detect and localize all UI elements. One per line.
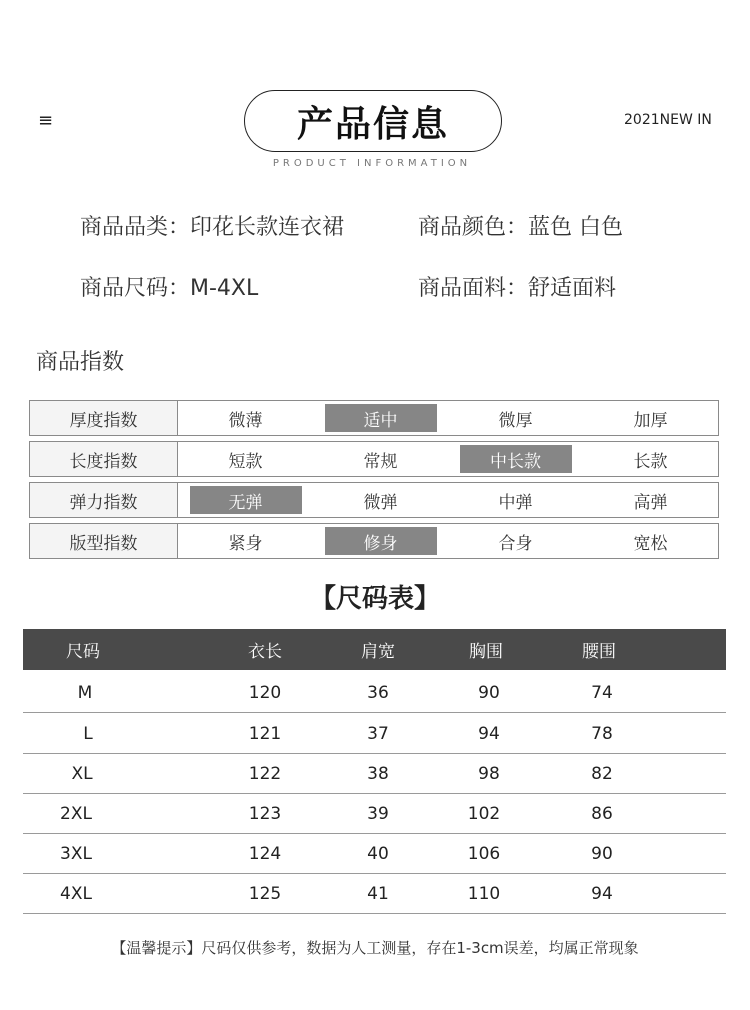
- table-row: [23, 874, 726, 914]
- index-option-selected: 适中: [313, 401, 448, 435]
- table-cell: 86: [591, 803, 613, 824]
- index-option: 加厚: [633, 410, 668, 431]
- table-cell: 90: [591, 843, 613, 864]
- table-cell: 102: [467, 803, 501, 824]
- table-cell: XL: [71, 763, 93, 784]
- table-cell: 38: [367, 763, 389, 784]
- table-cell: 37: [367, 723, 389, 744]
- table-cell: 2XL: [60, 803, 92, 824]
- index-option: 短款: [228, 451, 263, 472]
- table-cell: 94: [591, 883, 613, 904]
- index-option-selected: 中长款: [448, 442, 583, 476]
- table-cell: 90: [478, 682, 500, 703]
- page-subtitle: PRODUCT INFORMATION: [272, 158, 472, 169]
- table-cell: 110: [467, 883, 501, 904]
- table-cell: 120: [248, 682, 282, 703]
- column-header: 尺码: [66, 642, 100, 662]
- size-table-title: 【尺码表】: [309, 584, 440, 614]
- index-option: 中弹: [498, 492, 533, 513]
- index-option: 合身: [498, 533, 533, 554]
- table-cell: 40: [367, 843, 389, 864]
- table-row: [23, 834, 726, 874]
- table-cell: 4XL: [60, 883, 92, 904]
- index-label: 版型指数: [30, 524, 178, 558]
- index-option-selected: 修身: [313, 524, 448, 558]
- table-row: [23, 754, 726, 794]
- size-note: 【温馨提示】尺码仅供参考，数据为人工测量，存在1-3cm误差，均属正常现象: [111, 939, 639, 957]
- table-cell: 121: [248, 723, 282, 744]
- index-option: 微弹: [363, 492, 398, 513]
- index-option: 微薄: [228, 410, 263, 431]
- info-color: 商品颜色：蓝色 白色: [418, 215, 623, 240]
- table-cell: 78: [591, 723, 613, 744]
- index-row-elasticity: [29, 482, 719, 518]
- table-cell: 41: [367, 883, 389, 904]
- table-cell: 36: [367, 682, 389, 703]
- index-option: 微厚: [498, 410, 533, 431]
- table-cell: 82: [591, 763, 613, 784]
- menu-icon[interactable]: ≡: [38, 110, 54, 131]
- table-cell: 74: [591, 682, 613, 703]
- index-row-thickness: [29, 400, 719, 436]
- page-title: 产品信息: [244, 90, 502, 152]
- info-fabric: 商品面料：舒适面料: [418, 276, 617, 301]
- table-row: [23, 714, 726, 754]
- table-cell: 94: [478, 723, 500, 744]
- index-option: 常规: [363, 451, 398, 472]
- table-cell: 122: [248, 763, 282, 784]
- index-option: 宽松: [633, 533, 668, 554]
- table-cell: 125: [248, 883, 282, 904]
- index-heading: 商品指数: [36, 350, 125, 375]
- table-cell: 39: [367, 803, 389, 824]
- info-category: 商品品类：印花长款连衣裙: [80, 215, 345, 240]
- table-row: [23, 794, 726, 834]
- table-row: [23, 673, 726, 713]
- column-header: 肩宽: [361, 642, 395, 662]
- index-option: 紧身: [228, 533, 263, 554]
- index-option: 长款: [633, 451, 668, 472]
- table-cell: 123: [248, 803, 282, 824]
- table-cell: L: [83, 723, 93, 744]
- column-header: 衣长: [248, 642, 282, 662]
- table-cell: 3XL: [60, 843, 92, 864]
- size-table-header: [23, 629, 726, 670]
- table-cell: 106: [467, 843, 501, 864]
- table-cell: 98: [478, 763, 500, 784]
- index-row-fit: [29, 523, 719, 559]
- index-label: 长度指数: [30, 442, 178, 476]
- index-label: 厚度指数: [30, 401, 178, 435]
- season-tag: 2021NEW IN: [624, 112, 712, 128]
- table-cell: M: [77, 682, 93, 703]
- index-row-length: [29, 441, 719, 477]
- index-label: 弹力指数: [30, 483, 178, 517]
- index-option-selected: 无弹: [178, 483, 313, 517]
- index-option: 高弹: [633, 492, 668, 513]
- table-cell: 124: [248, 843, 282, 864]
- info-size: 商品尺码：M-4XL: [80, 276, 259, 301]
- column-header: 胸围: [469, 642, 503, 662]
- column-header: 腰围: [582, 642, 616, 662]
